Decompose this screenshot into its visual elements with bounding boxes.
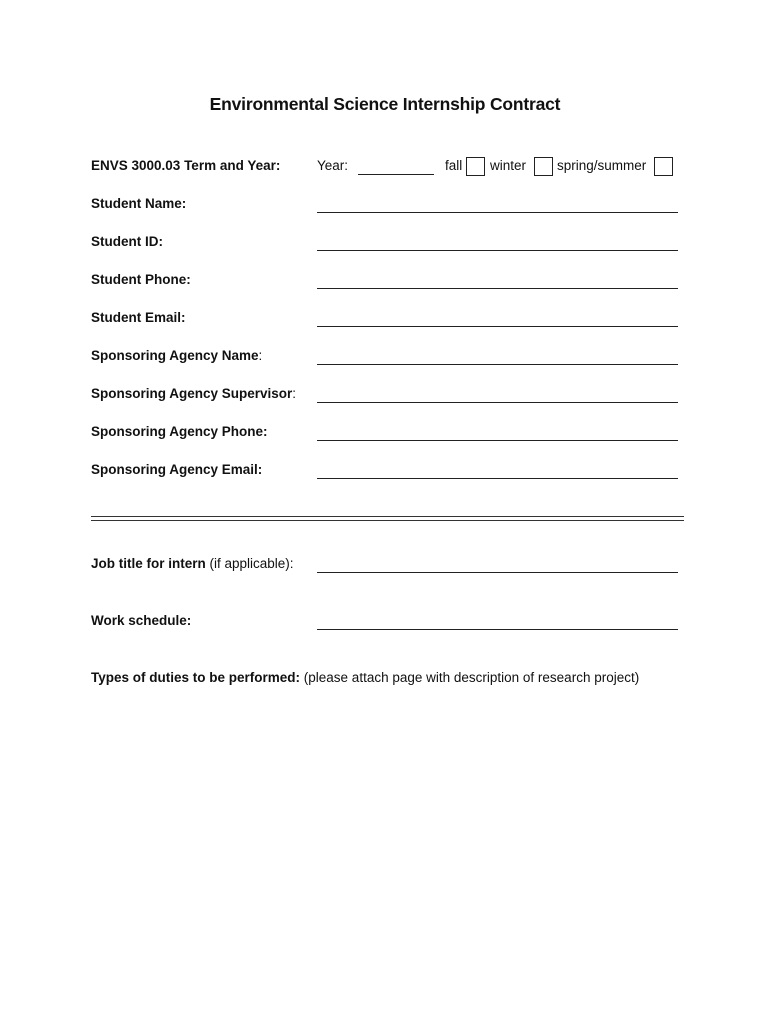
agency-phone-field[interactable]: [317, 440, 678, 441]
agency-supervisor-label: Sponsoring Agency Supervisor:: [91, 386, 297, 401]
fall-checkbox[interactable]: [466, 157, 485, 176]
option-spring-summer-label: spring/summer: [557, 158, 647, 173]
winter-checkbox[interactable]: [534, 157, 553, 176]
work-schedule-label: Work schedule:: [91, 613, 192, 628]
student-phone-row: [91, 272, 681, 294]
job-title-label: Job title for intern (if applicable):: [91, 556, 294, 571]
student-name-field[interactable]: [317, 212, 678, 213]
term-year-row: [91, 158, 681, 180]
student-id-label: Student ID:: [91, 234, 163, 249]
student-email-label: Student Email:: [91, 310, 186, 325]
student-name-label: Student Name:: [91, 196, 187, 211]
duties-label: Types of duties to be performed: (please attach page with description of research project): [91, 670, 640, 685]
job-title-field[interactable]: [317, 572, 678, 573]
work-schedule-row: [91, 613, 681, 635]
student-name-row: [91, 196, 681, 218]
agency-email-label: Sponsoring Agency Email:: [91, 462, 263, 477]
student-phone-label: Student Phone:: [91, 272, 191, 287]
form-title: Environmental Science Internship Contract: [209, 94, 561, 114]
term-year-label: ENVS 3000.03 Term and Year:: [91, 158, 281, 173]
section-divider-top: [91, 516, 684, 517]
student-email-field[interactable]: [317, 326, 678, 327]
section-divider-bottom: [91, 520, 684, 521]
agency-email-field[interactable]: [317, 478, 678, 479]
agency-name-label: Sponsoring Agency Name:: [91, 348, 263, 363]
agency-supervisor-row: [91, 386, 681, 408]
agency-phone-row: [91, 424, 681, 446]
job-title-row: [91, 556, 681, 578]
spring-summer-checkbox[interactable]: [654, 157, 673, 176]
option-winter-label: winter: [490, 158, 527, 173]
agency-email-row: [91, 462, 681, 484]
student-email-row: [91, 310, 681, 332]
student-id-field[interactable]: [317, 250, 678, 251]
option-fall-label: fall: [445, 158, 463, 173]
student-id-row: [91, 234, 681, 256]
year-label: Year:: [317, 158, 349, 173]
agency-name-field[interactable]: [317, 364, 678, 365]
agency-phone-label: Sponsoring Agency Phone:: [91, 424, 268, 439]
agency-name-row: [91, 348, 681, 370]
agency-supervisor-field[interactable]: [317, 402, 678, 403]
work-schedule-field[interactable]: [317, 629, 678, 630]
year-field[interactable]: [358, 174, 434, 175]
student-phone-field[interactable]: [317, 288, 678, 289]
